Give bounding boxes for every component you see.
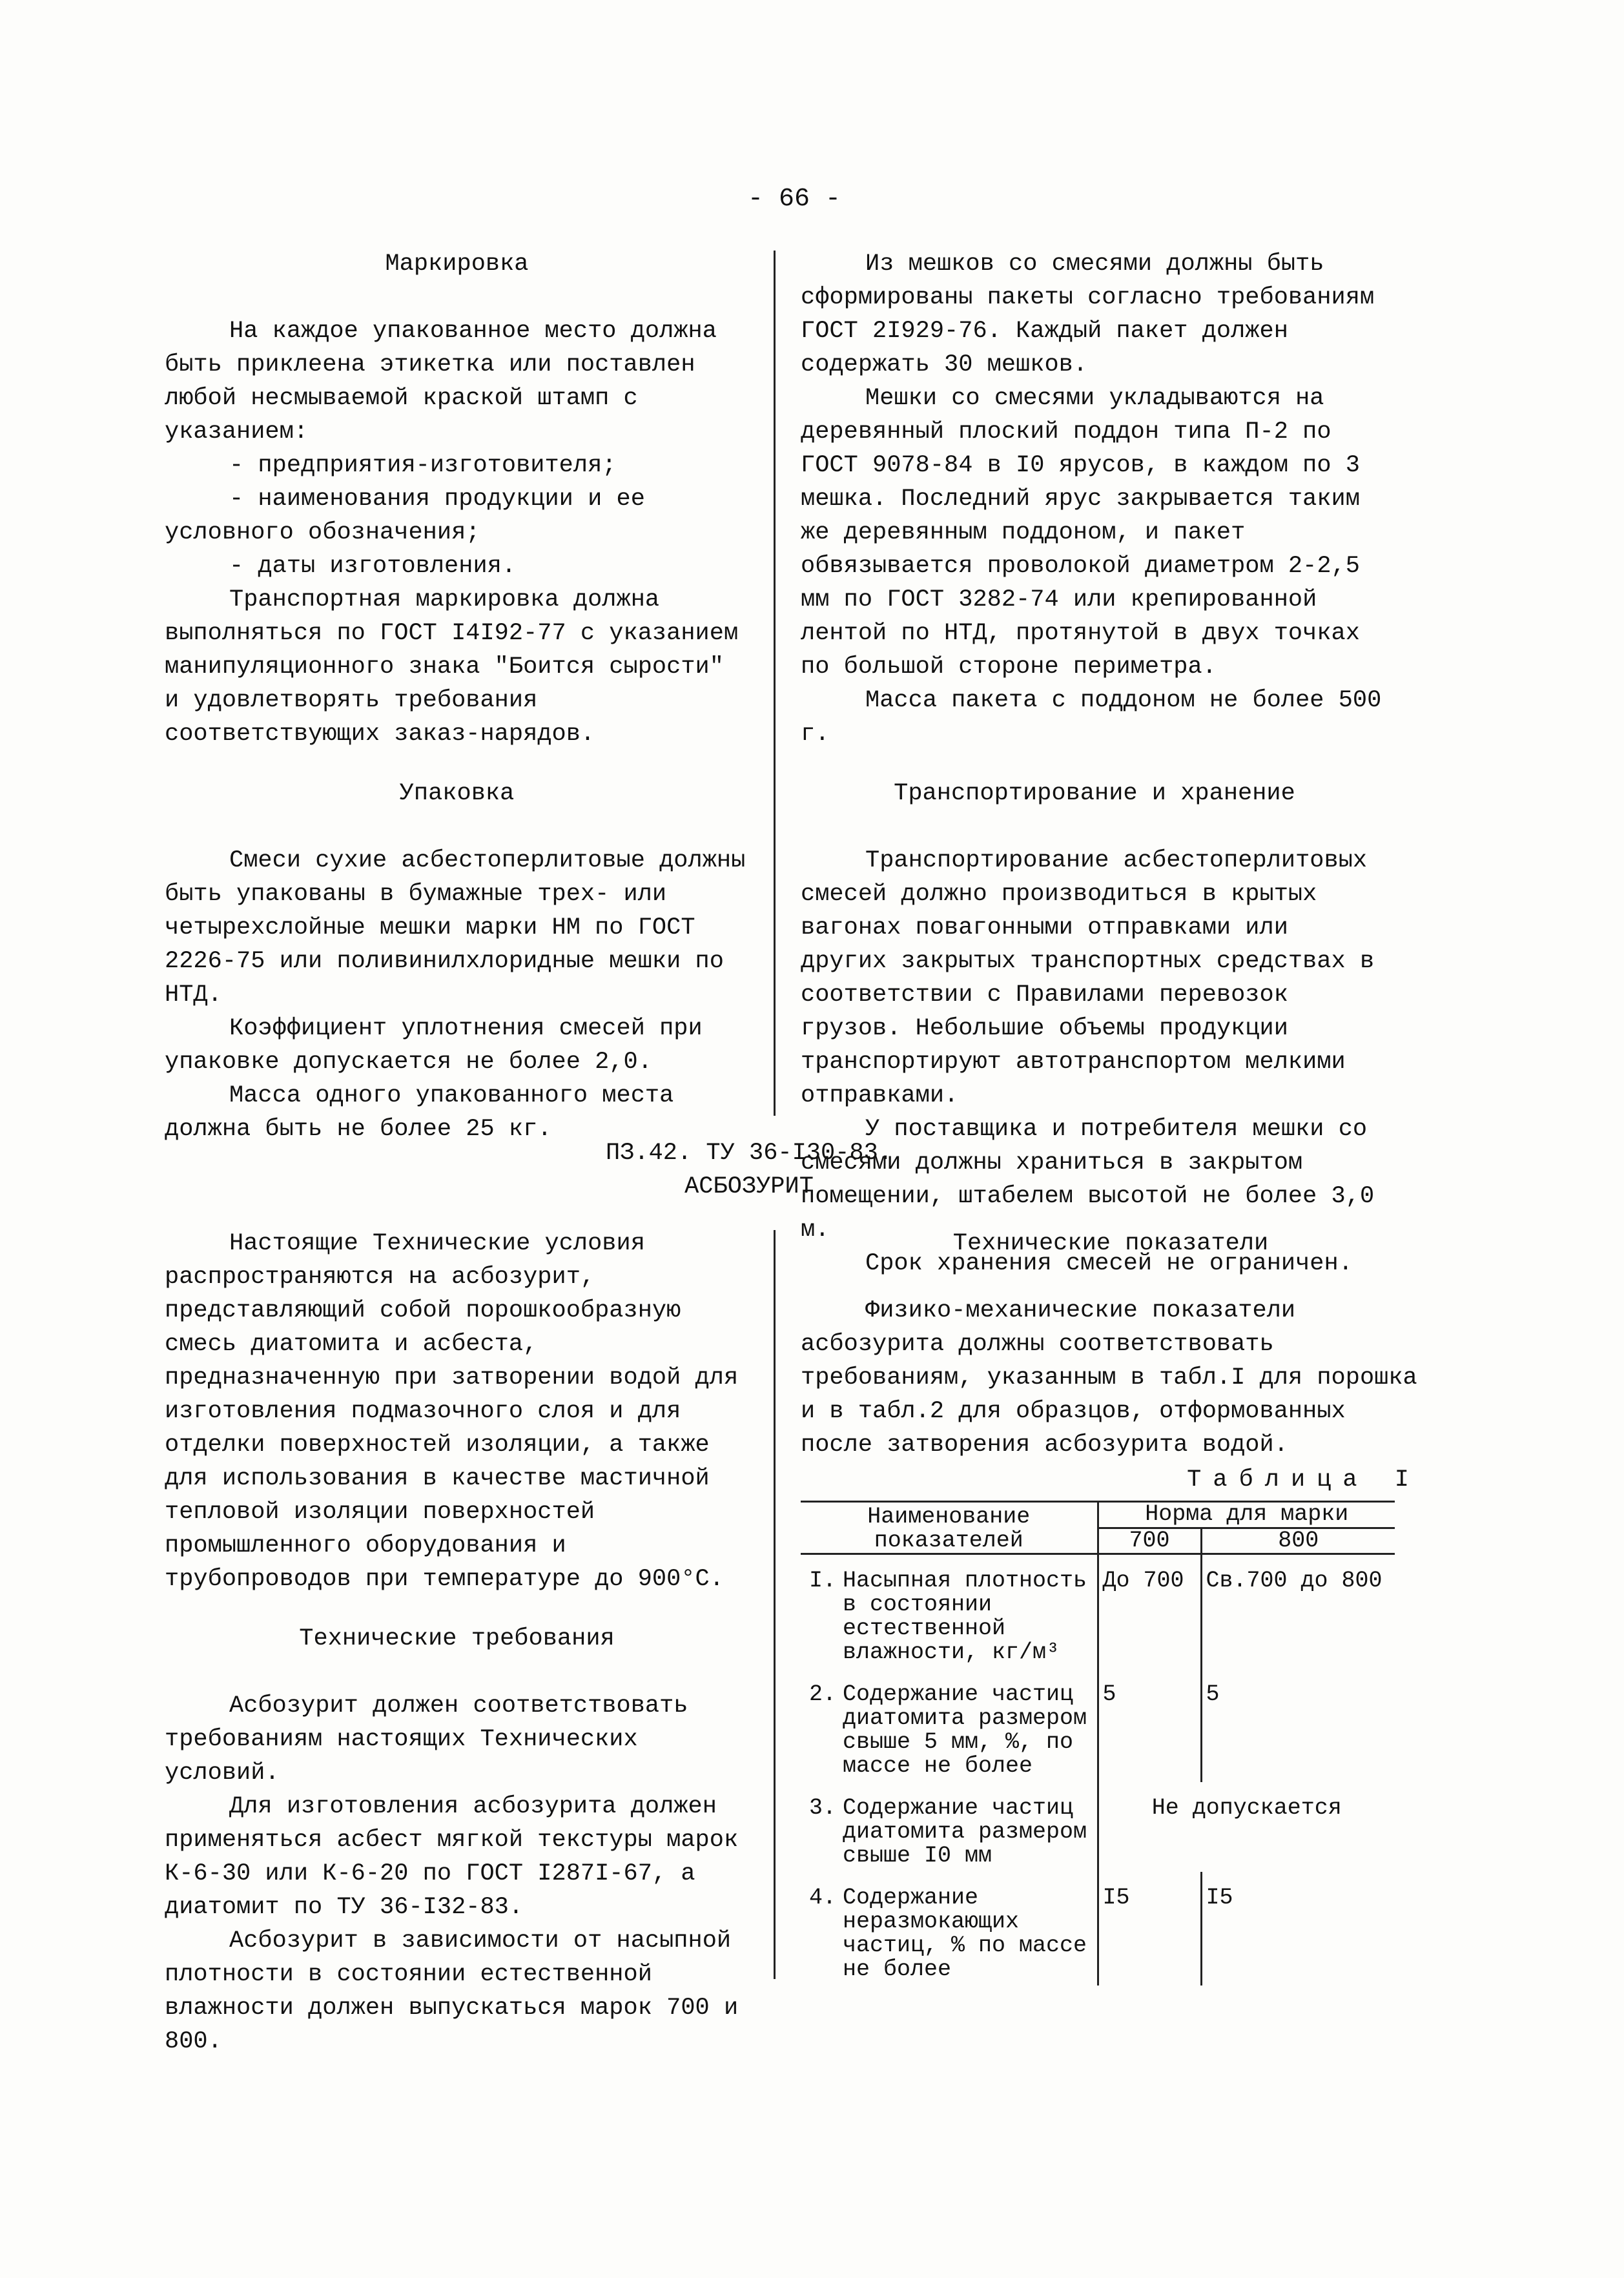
storage-term-paragraph: Срок хранения смесей не ограничен. xyxy=(865,1250,1353,1277)
table-row xyxy=(801,1872,1395,1986)
heading-transport: Транспортирование и хранение xyxy=(894,780,1295,807)
row-value-800: I5 xyxy=(1201,1872,1395,1986)
transport-paragraph: Транспортирование асбестоперлитовых смесей должно производиться в крытых вагонах повагонными отправками или других закрытых транспортных средствах в соответствии с Правилами перевозок грузов. Небольшие объемы продукции транспортируют автотранспортом мелкими отправками. xyxy=(801,847,1375,1109)
section-title-name: АСБОЗУРИТ xyxy=(684,1173,814,1200)
materials-paragraph: Для изготовления асбозурита должен применяться асбест мягкой текстуры марок К-6-30 или К-6-20 по ГОСТ I287I-67, а диатомит по ТУ 36-I32-83. xyxy=(165,1793,739,1921)
section-title xyxy=(517,1136,982,1204)
section-title-number: ПЗ.42. ТУ 36-I30-83. xyxy=(605,1140,893,1167)
row-index: 4. xyxy=(808,1885,836,1911)
column-left-bottom xyxy=(165,1227,749,2058)
table-row xyxy=(801,1554,1395,1669)
row-value-700: 5 xyxy=(1098,1668,1201,1782)
table-row xyxy=(801,1668,1395,1782)
packing-paragraph: Коэффициент уплотнения смесей при упаковке допускается не более 2,0. xyxy=(165,1015,703,1076)
specs-table xyxy=(801,1501,1395,1986)
requirements-paragraph: Асбозурит должен соответствовать требованиям настоящих Технических условий. xyxy=(165,1692,688,1787)
row-name: Содержание частиц диатомита размером свыше I0 мм xyxy=(843,1795,1087,1869)
transport-marking-text: Транспортная маркировка должна выполняться по ГОСТ I4I92-77 с указанием манипуляционного знака "Боится сырости" и удовлетворять требования соответствующих заказ-нарядов. xyxy=(165,586,739,748)
packets-paragraph: Из мешков со смесями должны быть сформированы пакеты согласно требованиям ГОСТ 2I929-76. Каждый пакет должен содержать 30 мешков. xyxy=(801,251,1375,378)
column-divider-top xyxy=(774,251,776,1116)
row-value-800: Св.700 до 800 xyxy=(1201,1554,1395,1669)
row-name: Содержание неразмокающих частиц, % по массе не более xyxy=(843,1885,1087,1982)
marking-item: - даты изготовления. xyxy=(229,553,517,580)
packing-paragraph: Масса одного упакованного места должна быть не более 25 кг. xyxy=(165,1082,674,1143)
header-grade-700: 700 xyxy=(1098,1528,1201,1554)
row-index: 2. xyxy=(808,1681,836,1707)
column-divider-bottom xyxy=(774,1230,776,1979)
header-name-cell: Наименование показателей xyxy=(801,1502,1098,1554)
page-number: - 66 - xyxy=(747,185,841,214)
row-index: I. xyxy=(808,1568,836,1594)
row-value-merged: Не допускается xyxy=(1098,1782,1395,1872)
table-caption: Таблица I xyxy=(1187,1466,1421,1493)
header-norm-cell: Норма для марки xyxy=(1098,1502,1395,1528)
packing-paragraph: Смеси сухие асбестоперлитовые должны быть упакованы в бумажные трех- или четырехслойные мешки марки НМ по ГОСТ 2226-75 или поливинилхлоридные мешки по НТД. xyxy=(165,847,746,1009)
column-left-top xyxy=(165,247,749,1146)
row-value-800: 5 xyxy=(1201,1668,1395,1782)
row-name: Содержание частиц диатомита размером свыше 5 мм, %, по массе не более xyxy=(843,1681,1087,1779)
marking-item: - наименования продукции и ее условного обозначения; xyxy=(165,486,645,546)
marking-item: - предприятия-изготовителя; xyxy=(229,452,617,479)
row-value-700: До 700 xyxy=(1098,1554,1201,1669)
marking-intro: На каждое упакованное место должна быть приклеена этикетка или поставлен любой несмываемой краской штамп с указанием: xyxy=(165,318,717,446)
pallet-mass-paragraph: Масса пакета с поддоном не более 500 г. xyxy=(801,687,1382,748)
storage-paragraph: У поставщика и потребителя мешки со смесями должны храниться в закрытом помещении, штабелем высотой не более 3,0 м. xyxy=(801,1116,1375,1244)
heading-indicators: Технические показатели xyxy=(952,1230,1269,1257)
pallet-paragraph: Мешки со смесями укладываются на деревянный плоский поддон типа П-2 по ГОСТ 9078-84 в I0 ярусов, в каждом по 3 мешка. Последний ярус закрывается таким же деревянным поддоном, и пакет обвязывается проволокой диаметром 2-2,5 мм по ГОСТ 3282-74 или крепированной лентой по НТД, протянутой в двух точках по большой стороне периметра. xyxy=(801,385,1360,681)
header-grade-800: 800 xyxy=(1201,1528,1395,1554)
scope-paragraph: Настоящие Технические условия распространяются на асбозурит, представляющий собой порошкообразную смесь диатомита и асбеста, предназначенную при затворении водой для изготовления подмазочного слоя и для отделки поверхностей изоляции, а также для использования в качестве мастичной тепловой изоляции поверхностей промышленного оборудования и трубопроводов при температуре до 900°С. xyxy=(165,1230,739,1593)
column-right-top xyxy=(801,247,1388,1280)
column-right-bottom xyxy=(801,1227,1421,1986)
table-row xyxy=(801,1782,1395,1872)
row-name: Насыпная плотность в состоянии естественной влажности, кг/м³ xyxy=(843,1568,1087,1665)
row-value-700: I5 xyxy=(1098,1872,1201,1986)
heading-requirements: Технические требования xyxy=(299,1625,615,1652)
heading-marking: Маркировка xyxy=(385,251,529,278)
grades-paragraph: Асбозурит в зависимости от насыпной плотности в состоянии естественной влажности должен выпускаться марок 700 и 800. xyxy=(165,1927,739,2055)
heading-packing: Упаковка xyxy=(399,780,515,807)
row-index: 3. xyxy=(808,1795,836,1821)
table-header-row xyxy=(801,1502,1395,1528)
indicators-paragraph: Физико-механические показатели асбозурита должны соответствовать требованиям, указанным в табл.I для порошка и в табл.2 для образцов, отформованных после затворения асбозурита водой. xyxy=(801,1297,1417,1459)
